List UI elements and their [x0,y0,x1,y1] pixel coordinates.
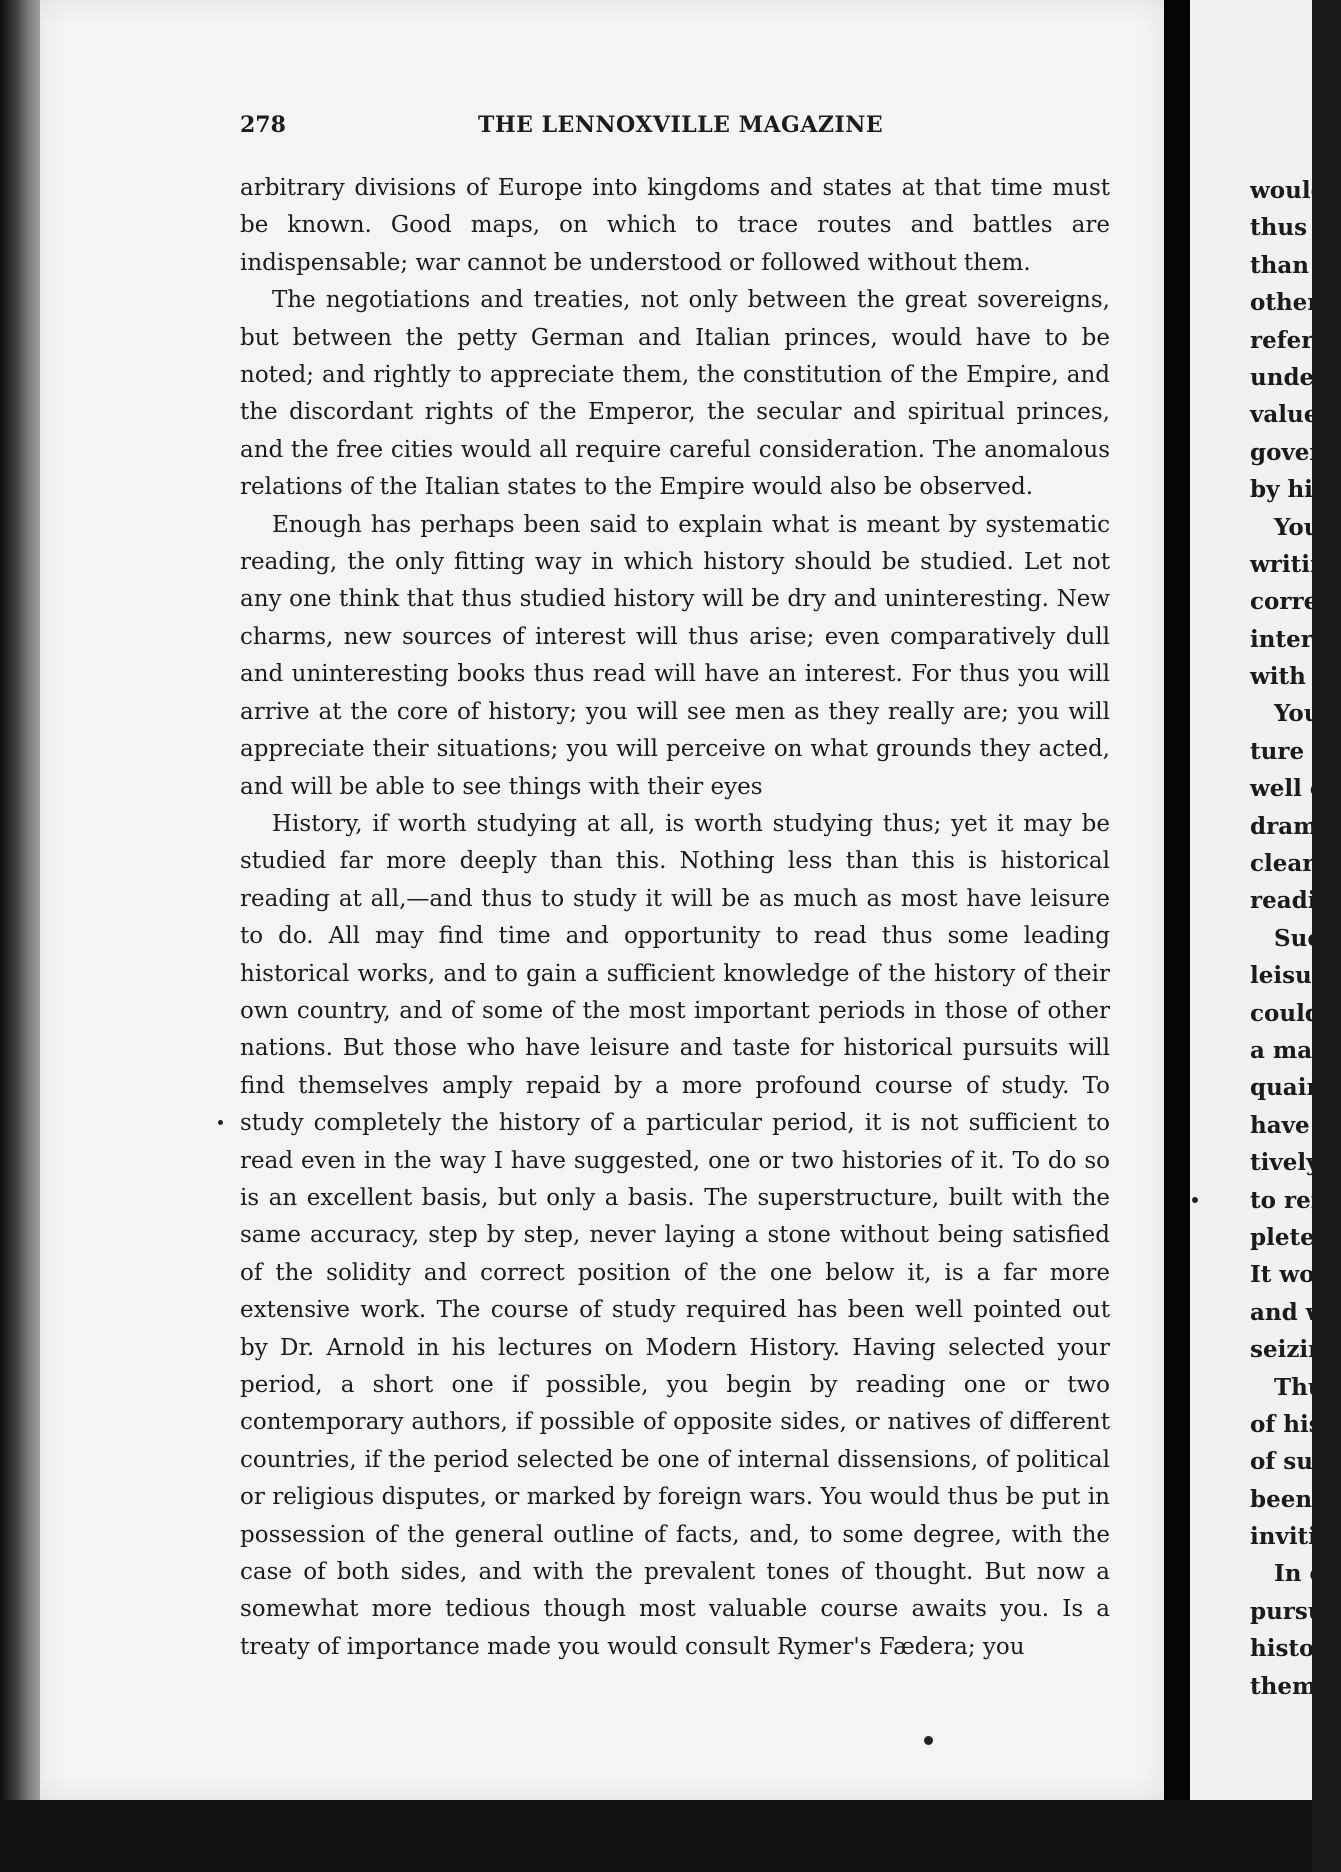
facing-page-line: have c [1250,1111,1332,1139]
facing-page-line: pletely [1250,1223,1337,1251]
body-text [240,170,1110,1666]
margin-dot-mark [1192,1197,1198,1203]
facing-page-line: other [1250,289,1320,317]
facing-page-line: to refu [1250,1186,1338,1214]
facing-page-line: a man [1250,1036,1329,1064]
facing-page-line: history [1250,1635,1340,1663]
facing-page-line: invitin [1250,1523,1334,1551]
facing-page-line: Suc [1274,924,1322,952]
facing-page-line: than [1250,251,1309,279]
scan-bottom-edge [0,1800,1312,1872]
facing-page-line: value, [1250,401,1327,429]
facing-page-line: of hist [1250,1410,1333,1438]
facing-page-line: under [1250,363,1327,391]
facing-page-line: ture o [1250,737,1328,765]
book-gutter [1164,0,1190,1872]
facing-page-line: would [1250,177,1327,204]
facing-page-line: well of [1250,775,1336,803]
facing-page-text [1250,172,1341,1705]
bottom-dot-mark [924,1736,933,1745]
facing-page-line: Thu [1274,1373,1325,1401]
facing-page-line: quaint [1250,1074,1334,1102]
facing-page-line: thus g [1250,214,1332,242]
running-head: THE LENNOXVILLE MAGAZINE [478,112,884,138]
page-number: 278 [240,112,286,138]
facing-page-line: leisure [1250,962,1339,990]
facing-page-line: readin [1250,887,1334,915]
page-header [240,112,1110,148]
facing-page-line: could [1250,999,1321,1027]
margin-dot-mark [218,1120,223,1125]
facing-page-line: of sup [1250,1448,1329,1476]
facing-page-line: and w [1250,1298,1326,1326]
facing-page-line: drama [1250,812,1333,840]
facing-page-line: writin [1250,550,1327,578]
facing-page-line: seizing [1250,1336,1341,1364]
paragraph: History, if worth studying at all, is worth studying thus; yet it may be studied far more deeply than this. Nothing less than this is historical reading at all,—and thus to study it will be as much as most have leisure to do. All may find time and opportunity to read thus some leading historical works, and to gain a sufficient knowledge of the history of their own country, and of some of the most important periods in those of other nations. But those who have leisure and taste for historical pursuits will find themselves amply repaid by a more profound course of study. To study completely the history of a particular period, it is not sufficient to read even in the way I have suggested, one or two histories of it. To do so is an excellent basis, but only a basis. The superstructure, built with the same accuracy, step by step, never laying a stone without being satisfied of the solidity and correct position of the one below it, is a far more extensive work. The course of study required has been well pointed out by Dr. Arnold in his lectures on Modern History. Having selected your period, a short one if possible, you begin by reading one or two contemporary authors, if possible of opposite sides, or natives of different countries, if the period selected be one of internal dissensions, of political or religious disputes, or marked by foreign wars. You would thus be put in possession of the general outline of facts, and, to some degree, with the case of both sides, and with the prevalent tones of thought. But now a somewhat more tedious though most valuable course awaits you. Is a treaty of importance made you would consult Rymer's Fædera; you [240,810,1110,1660]
facing-page-line: It wou [1250,1261,1332,1289]
facing-page-line: corres [1250,588,1332,616]
facing-page-line: been s [1250,1485,1334,1513]
paragraph: arbitrary divisions of Europe into kingdoms and states at that time must be known. Good maps, on which to trace routes and battles are indispensable; war cannot be understood or followed without them. [240,175,1110,276]
facing-page-line: by hig [1250,476,1329,504]
facing-page-line: tively [1250,1149,1320,1177]
facing-page-line: In c [1274,1560,1324,1588]
facing-page-line: clearer [1250,850,1341,878]
paragraph: Enough has perhaps been said to explain what is meant by systematic reading, the only fitting way in which history should be studied. Let not any one think that thus studied history will be dry and uninteresting. New charms, new sources of interest will thus arise; even comparatively dull and uninteresting books thus read will have an interest. For thus you will arrive at the core of history; you will see men as they really are; you will appreciate their situations; you will perceive on what grounds they acted, and will be able to see things with their eyes [240,511,1110,800]
facing-page-line: You [1274,700,1321,728]
facing-page-line: intere [1250,625,1328,653]
facing-page-line: with t [1250,663,1325,691]
facing-page-line: them l [1250,1672,1334,1700]
facing-page-line: pursue [1250,1597,1340,1625]
paragraph: The negotiations and treaties, not only between the great sovereigns, but between the petty German and Italian princes, would have to be noted; and rightly to appreciate them, the constitution of the Empire, and the discordant rights of the Emperor, the secular and spiritual princes, and the free cities would all require careful consideration. The anomalous relations of the Italian states to the Empire would also be observed. [240,287,1110,501]
facing-page-line: You [1274,513,1321,541]
facing-page-line: goverr [1250,438,1334,466]
facing-page-line: referr [1250,326,1326,354]
